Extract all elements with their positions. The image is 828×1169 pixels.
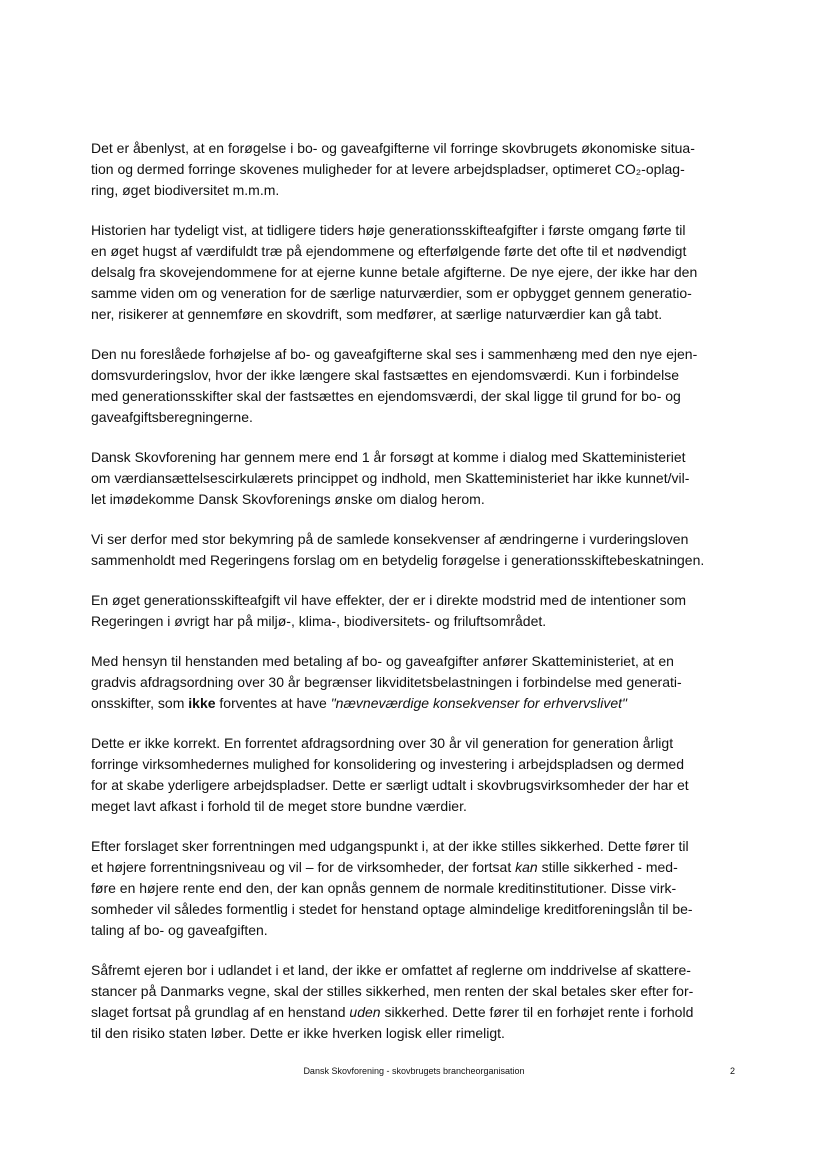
text-line: Regeringen i øvrigt har på miljø-, klima-, biodiversitets- og friluftsområdet. — [91, 613, 547, 629]
text-line: føre en højere rente end den, der kan opnås gennem de normale kreditinstitutioner. Disse virk- — [91, 880, 677, 896]
paragraph-5 — [91, 529, 741, 571]
text-line: somheder vil således formentlig i stedet for henstand optage almindelige kreditforeningslån til be- — [91, 901, 693, 917]
text-line: Det er åbenlyst, at en forøgelse i bo- og gaveafgifterne vil forringe skovbrugets økonomiske situa- — [91, 140, 695, 156]
text-line: forringe virksomhedernes mulighed for konsolidering og investering i arbejdspladsen og dermed — [91, 756, 684, 772]
text-line: En øget generationsskifteafgift vil have effekter, der er i direkte modstrid med de intentioner som — [91, 592, 687, 608]
text-fragment: sikkerhed. Dette fører til en forhøjet rente i forhold — [380, 1004, 694, 1020]
paragraph-7 — [91, 651, 741, 714]
paragraph-6 — [91, 590, 741, 632]
text-fragment: stille sikkerhed - med- — [537, 859, 678, 875]
paragraph-2 — [91, 220, 741, 325]
text-line — [91, 693, 741, 714]
italic-quote: "nævneværdige konsekvenser for erhvervslivet" — [330, 695, 627, 711]
text-line: ring, øget biodiversitet m.m.m. — [91, 182, 280, 198]
footer-organisation: Dansk Skovforening - skovbrugets brancheorganisation — [303, 1066, 525, 1076]
text-line: om værdiansættelsescirkulærets princippet og indhold, men Skatteministeriet har ikke kunnet/vil- — [91, 470, 690, 486]
text-line: Såfremt ejeren bor i udlandet i et land, der ikke er omfattet af reglerne om inddrivelse af skattere- — [91, 962, 691, 978]
italic-emphasis: kan — [515, 859, 538, 875]
text-line: gaveafgiftsberegningerne. — [91, 409, 253, 425]
text-line: let imødekomme Dansk Skovforenings ønske om dialog herom. — [91, 491, 485, 507]
text-line: Efter forslaget sker forrentningen med udgangspunkt i, at der ikke stilles sikkerhed. Dette fører til — [91, 838, 689, 854]
bold-emphasis: ikke — [188, 695, 216, 711]
text-line: ner, risikerer at gennemføre en skovdrift, som medfører, at særlige naturværdier kan gå tabt. — [91, 306, 663, 322]
text-line: Med hensyn til henstanden med betaling af bo- og gaveafgifter anfører Skatteministeriet, at en — [91, 653, 674, 669]
text-line: domsvurderingslov, hvor der ikke længere skal fastsættes en ejendomsværdi. Kun i forbindelse — [91, 367, 680, 383]
text-fragment: onsskifter, som — [91, 695, 189, 711]
paragraph-4 — [91, 447, 741, 510]
page-number: 2 — [730, 1066, 736, 1076]
text-line: samme viden om og veneration for de særlige naturværdier, som er opbygget gennem generatio- — [91, 285, 692, 301]
text-line: taling af bo- og gaveafgiften. — [91, 922, 268, 938]
text-line: Dette er ikke korrekt. En forrentet afdragsordning over 30 år vil generation for generation årligt — [91, 735, 674, 751]
text-line — [91, 857, 741, 878]
text-line: gradvis afdragsordning over 30 år begrænser likviditetsbelastningen i forbindelse med generati- — [91, 674, 682, 690]
text-line: med generationsskifter skal der fastsættes en ejendomsværdi, der skal ligge til grund for bo- og — [91, 388, 681, 404]
text-line: stancer på Danmarks vegne, skal der stilles sikkerhed, men renten der skal betales sker efter for- — [91, 983, 694, 999]
paragraph-3 — [91, 344, 741, 428]
text-line: meget lavt afkast i forhold til de meget store bundne værdier. — [91, 798, 467, 814]
text-line: Den nu foreslåede forhøjelse af bo- og gaveafgifterne skal ses i sammenhæng med den nye ejen- — [91, 346, 698, 362]
text-line: sammenholdt med Regeringens forslag om en betydelig forøgelse i generationsskiftebeskatningen. — [91, 552, 705, 568]
paragraph-1 — [91, 138, 741, 201]
text-fragment: et højere forrentningsniveau og vil – for de virksomheder, der fortsat — [91, 859, 516, 875]
text-line: for at skabe yderligere arbejdspladser. Dette er særligt udtalt i skovbrugsvirksomheder der har et — [91, 777, 689, 793]
text-line: delsalg fra skovejendommene for at ejerne kunne betale afgifterne. De nye ejere, der ikke har den — [91, 264, 698, 280]
text-fragment: forventes at have — [215, 695, 331, 711]
text-line — [91, 1002, 741, 1023]
text-line: en øget hugst af værdifuldt træ på ejendommene og efterfølgende førte det ofte til et nødvendigt — [91, 243, 687, 259]
text-line: Vi ser derfor med stor bekymring på de samlede konsekvenser af ændringerne i vurderingsloven — [91, 531, 689, 547]
paragraph-8 — [91, 733, 741, 817]
text-line: til den risiko staten løber. Dette er ikke hverken logisk eller rimeligt. — [91, 1025, 505, 1041]
text-line: Historien har tydeligt vist, at tidligere tiders høje generationsskifteafgifter i første omgang førte til — [91, 222, 686, 238]
text-fragment: slaget fortsat på grundlag af en henstand — [91, 1004, 350, 1020]
paragraph-9 — [91, 836, 741, 941]
text-line: Dansk Skovforening har gennem mere end 1 år forsøgt at komme i dialog med Skatteministeriet — [91, 449, 686, 465]
paragraph-10 — [91, 960, 741, 1044]
italic-emphasis: uden — [349, 1004, 381, 1020]
document-body — [91, 138, 741, 1063]
text-line: tion og dermed forringe skovenes muligheder for at levere arbejdspladser, optimeret CO₂-oplag- — [91, 161, 685, 177]
